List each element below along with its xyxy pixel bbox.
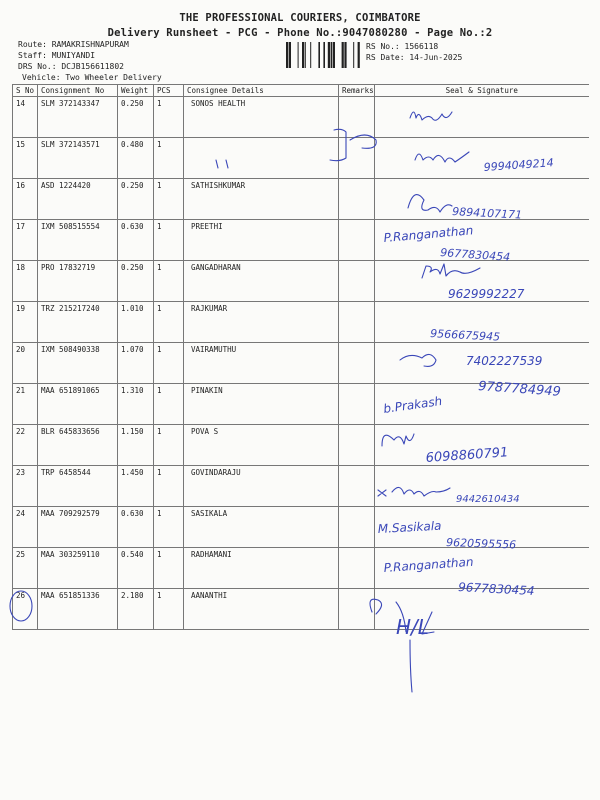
row-consignee: SONOS HEALTH [184, 97, 339, 138]
row-signature [375, 302, 589, 343]
row-consignee: PINAKIN [184, 384, 339, 425]
hw-phone-15: 9994049214 [483, 156, 555, 174]
row-consignment: MAA 651891065 [38, 384, 118, 425]
row-consignment: ASD 1224420 [38, 179, 118, 220]
row-weight: 0.540 [118, 548, 154, 589]
row-remarks [339, 507, 375, 548]
row-weight: 1.010 [118, 302, 154, 343]
hw-name-25: P.Ranganathan [383, 554, 474, 575]
row-consignee [184, 138, 339, 179]
row-sno: 17 [13, 220, 38, 261]
row-sno: 26 [13, 589, 38, 630]
hw-name-21: b.Prakash [382, 393, 443, 416]
row-remarks [339, 220, 375, 261]
hw-phone-20: 7402227539 [466, 354, 543, 368]
staff-label: Staff: MUNIYANDI [18, 51, 96, 60]
row-consignment: TRZ 215217240 [38, 302, 118, 343]
row-consignee: PREETHI [184, 220, 339, 261]
row-signature [375, 548, 589, 589]
row-consignee: AANANTHI [184, 589, 339, 630]
col-sno: S No [13, 85, 38, 97]
row-sno: 15 [13, 138, 38, 179]
hw-name-24: M.Sasikala [377, 518, 442, 536]
hw-phone-21: 9787784949 [477, 379, 562, 400]
row-consignee: GOVINDARAJU [184, 466, 339, 507]
col-consignment: Consignment No [38, 85, 118, 97]
row-consignee: VAIRAMUTHU [184, 343, 339, 384]
row-pcs: 1 [154, 548, 184, 589]
row-consignment: PRO 17832719 [38, 261, 118, 302]
row-remarks [339, 548, 375, 589]
row-weight: 0.250 [118, 97, 154, 138]
table-row [13, 179, 589, 220]
row-pcs: 1 [154, 589, 184, 630]
row-weight: 0.250 [118, 179, 154, 220]
row-consignee: RADHAMANI [184, 548, 339, 589]
table-row [13, 425, 589, 466]
row-consignee: SASIKALA [184, 507, 339, 548]
hw-note-26: H/L [396, 615, 429, 639]
row-pcs: 1 [154, 466, 184, 507]
row-consignee: GANGADHARAN [184, 261, 339, 302]
table-row [13, 97, 589, 138]
row-remarks [339, 261, 375, 302]
row-consignment: MAA 709292579 [38, 507, 118, 548]
vehicle-label: Vehicle: Two Wheeler Delivery [22, 73, 162, 82]
row-remarks [339, 589, 375, 630]
hw-phone-18: 9629992227 [448, 287, 525, 301]
table-row [13, 343, 589, 384]
row-pcs: 1 [154, 302, 184, 343]
hw-phone-25: 9677830454 [457, 580, 535, 598]
row-signature [375, 507, 589, 548]
rs-number: RS No.: 1566118 [366, 42, 439, 51]
row-consignment: IXM 508515554 [38, 220, 118, 261]
row-remarks [339, 343, 375, 384]
table-header-row [13, 85, 589, 97]
row-sno: 14 [13, 97, 38, 138]
row-pcs: 1 [154, 343, 184, 384]
table-row [13, 384, 589, 425]
row-signature [375, 589, 589, 630]
row-weight: 1.450 [118, 466, 154, 507]
row-weight: 1.070 [118, 343, 154, 384]
row-sno: 16 [13, 179, 38, 220]
row-remarks [339, 138, 375, 179]
row-signature [375, 261, 589, 302]
row-weight: 0.630 [118, 507, 154, 548]
hw-phone-17: 9677830454 [439, 246, 511, 264]
col-weight: Weight [118, 85, 154, 97]
col-pcs: PCS [154, 85, 184, 97]
table-row [13, 589, 589, 630]
row-pcs: 1 [154, 261, 184, 302]
row-consignment: BLR 645833656 [38, 425, 118, 466]
table-row [13, 466, 589, 507]
hw-phone-22: 6098860791 [425, 445, 509, 466]
row-pcs: 1 [154, 384, 184, 425]
table-row [13, 507, 589, 548]
row-pcs: 1 [154, 220, 184, 261]
row-signature [375, 425, 589, 466]
col-remarks: Remarks [339, 85, 375, 97]
row-consignment: MAA 651851336 [38, 589, 118, 630]
row-signature [375, 179, 589, 220]
hw-phone-24: 9620595556 [445, 536, 517, 552]
row-remarks [339, 425, 375, 466]
row-weight: 2.180 [118, 589, 154, 630]
route-label: Route: RAMAKRISHNAPURAM [18, 40, 129, 49]
row-signature [375, 138, 589, 179]
row-signature [375, 220, 589, 261]
hw-phone-16: 9894107171 [451, 205, 523, 222]
row-consignment: SLM 372143347 [38, 97, 118, 138]
row-sno: 23 [13, 466, 38, 507]
col-signature: Seal & Signature [375, 85, 589, 97]
row-weight: 1.150 [118, 425, 154, 466]
row-consignee: SATHISHKUMAR [184, 179, 339, 220]
table-row [13, 220, 589, 261]
table-row [13, 261, 589, 302]
row-consignment: SLM 372143571 [38, 138, 118, 179]
row-sno: 19 [13, 302, 38, 343]
row-signature [375, 384, 589, 425]
row-weight: 0.630 [118, 220, 154, 261]
barcode-icon [286, 42, 360, 68]
row-consignee: RAJKUMAR [184, 302, 339, 343]
table-row [13, 138, 589, 179]
row-pcs: 1 [154, 138, 184, 179]
col-consignee: Consignee Details [184, 85, 339, 97]
row-remarks [339, 302, 375, 343]
row-sno: 24 [13, 507, 38, 548]
row-consignment: IXM 508490338 [38, 343, 118, 384]
hw-phone-19: 9566675945 [429, 327, 501, 344]
row-remarks [339, 384, 375, 425]
row-remarks [339, 466, 375, 507]
row-sno: 20 [13, 343, 38, 384]
row-remarks [339, 97, 375, 138]
row-signature [375, 97, 589, 138]
row-weight: 0.250 [118, 261, 154, 302]
row-consignment: MAA 303259110 [38, 548, 118, 589]
row-sno: 25 [13, 548, 38, 589]
row-pcs: 1 [154, 179, 184, 220]
row-sno: 22 [13, 425, 38, 466]
hw-phone-23: 9442610434 [456, 494, 520, 505]
rs-date: RS Date: 14-Jun-2025 [366, 53, 463, 62]
row-sno: 18 [13, 261, 38, 302]
document-title: THE PROFESSIONAL COURIERS, COIMBATORE [179, 12, 421, 24]
row-signature [375, 343, 589, 384]
table-row [13, 548, 589, 589]
row-pcs: 1 [154, 97, 184, 138]
row-weight: 1.310 [118, 384, 154, 425]
row-consignment: TRP 6458544 [38, 466, 118, 507]
hw-name-17: P.Ranganathan [383, 223, 474, 245]
row-pcs: 1 [154, 425, 184, 466]
row-consignee: POVA S [184, 425, 339, 466]
row-signature [375, 466, 589, 507]
drs-label: DRS No.: DCJB156611802 [18, 62, 124, 71]
row-sno: 21 [13, 384, 38, 425]
runsheet-table [12, 84, 589, 630]
row-pcs: 1 [154, 507, 184, 548]
table-row [13, 302, 589, 343]
document-subtitle: Delivery Runsheet - PCG - Phone No.:9047080280 - Page No.:2 [107, 27, 493, 39]
row-remarks [339, 179, 375, 220]
row-weight: 0.480 [118, 138, 154, 179]
